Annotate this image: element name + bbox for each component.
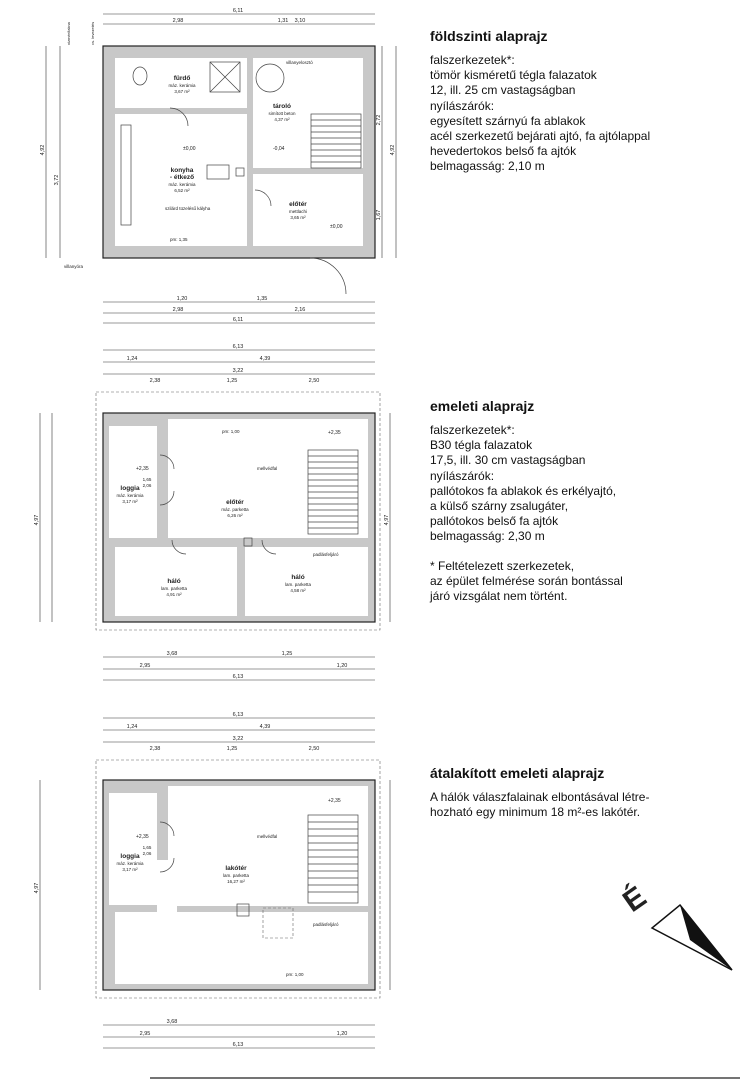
upper-dim-left: 4,97 [34, 514, 40, 526]
upper-dim-total-top: 6,13 [232, 344, 244, 350]
upper-dim-a: 1,24 [126, 356, 138, 362]
upper-dim-e: 2,38 [149, 378, 161, 384]
conv-dim-total-bottom: 6,13 [232, 1042, 244, 1048]
conv-loggia-material: máz. kerámia [116, 861, 144, 866]
ground-dim-right-total: 4,92 [390, 144, 396, 156]
upper-dim-d-bottom: 1,25 [281, 651, 293, 657]
north-letter: É [617, 880, 653, 919]
ground-dim-total-top: 6,11 [232, 8, 244, 14]
upper-bed2-material: lam. parketta [284, 582, 312, 587]
conv-dim-g: 3,68 [166, 1019, 178, 1025]
ground-stove-label: szilárd tüzelésű kályha [165, 206, 211, 211]
upper-bed2-area-text: 4,58 m² [290, 588, 306, 593]
ground-dim-c: 1,31 [277, 18, 289, 24]
ground-dim-b: 3,10 [294, 18, 306, 24]
upper-level-loggia: +2,35 [136, 466, 149, 472]
ground-hall-material: mettlachi [288, 209, 308, 214]
ground-level-kitchen: ±0,00 [183, 146, 196, 152]
ground-level-hall: ±0,00 [330, 224, 343, 230]
conv-level-hall: +2,35 [328, 798, 341, 804]
conv-dim-h: 2,95 [139, 1031, 151, 1037]
ground-bath-name: fürdő [173, 75, 191, 82]
upper-loggia-area-text: 3,17 m² [122, 499, 138, 504]
conv-door-w: 2,06 [142, 851, 152, 856]
ground-fusebox-label: villanyelosztó [286, 60, 313, 65]
ground-dim-left-total: 4,92 [40, 144, 46, 156]
upper-hall-name: előtér [226, 499, 244, 506]
conv-dim-c: 3,22 [232, 736, 244, 742]
upper-description: falszerkezetek*: B30 tégla falazatok 17,5, ill. 30 cm vastagságban nyílászárók: pallótokos fa ablakok és erkélyajtó, a külső szárny zsalugáter, pallótokos belső fa ajtók belmagasság: 2,30 m [430, 423, 617, 544]
upper-sill-top: pm: 1,00 [222, 429, 240, 434]
ground-storage-name: tároló [272, 103, 292, 110]
ground-dim-f: 2,16 [294, 307, 306, 313]
upper-dim-total-bottom: 6,13 [232, 674, 244, 680]
ground-dim-left-a: 3,72 [54, 174, 60, 186]
conv-sill-bottom: pm: 1,00 [286, 972, 304, 977]
upper-dim-g: 3,68 [166, 651, 178, 657]
upper-door-w: 2,06 [142, 483, 152, 488]
upper-bed2-name: háló [291, 574, 305, 581]
conv-dim-e: 2,38 [149, 746, 161, 752]
ground-hall-name: előtér [289, 201, 307, 208]
upper-bed1-area-text: 4,91 m² [166, 592, 182, 597]
upper-dim-right: 4,97 [384, 514, 390, 526]
converted-description: A hálók válaszfalainak elbontásával létre- hozható egy minimum 18 m²-es lakótér. [430, 790, 650, 820]
ground-kitchen-name2: - étkező [169, 174, 195, 181]
ground-kitchen-material: máz. kerámia [168, 182, 196, 187]
ground-title: földszinti alaprajz [430, 28, 548, 44]
upper-loggia-area [109, 426, 157, 538]
upper-bed1-name: háló [167, 578, 181, 585]
conv-level-loggia: +2,35 [136, 834, 149, 840]
ground-storage-area-text: 4,37 m² [274, 117, 290, 122]
north-arrow-icon [617, 879, 732, 970]
upper-railing-label: mellvédfal [257, 466, 278, 471]
upper-door-h: 1,65 [142, 477, 152, 482]
upper-notes [430, 398, 730, 604]
upper-floor-plan [34, 344, 390, 680]
converted-title: átalakított emeleti alaprajz [430, 765, 605, 781]
upper-dim-d: 1,25 [226, 378, 238, 384]
conv-dim-a: 1,24 [126, 724, 138, 730]
ground-water-label: vízmérőakna [66, 22, 71, 45]
upper-hatch-label: padlásfeljáró [313, 552, 339, 557]
ground-dim-a: 2,98 [172, 18, 184, 24]
ground-kitchen-name: konyha [170, 167, 194, 174]
conv-loggia-area-text: 3,17 m² [122, 867, 138, 872]
entrance-door-swing [310, 258, 346, 294]
conv-living-upper [168, 786, 368, 906]
conv-living-name: lakótér [225, 865, 247, 872]
converted-floor-plan [34, 712, 390, 1048]
upper-dim-f: 2,50 [308, 378, 320, 384]
ground-dim-d: 1,20 [176, 296, 188, 302]
conv-dim-f: 2,50 [308, 746, 320, 752]
upper-dim-i: 1,20 [336, 663, 348, 669]
upper-footnote: * Feltételezett szerkezetek, az épület felmérése során bontással járó vizsgálat nem történt. [430, 558, 623, 604]
upper-dim-b: 4,39 [259, 356, 271, 362]
upper-hall-area [168, 419, 368, 538]
ground-sill-label: pm: 1,35 [170, 237, 188, 242]
ground-kitchen-area-text: 6,52 m² [174, 188, 190, 193]
ground-notes [430, 28, 730, 175]
conv-dim-left: 4,97 [34, 882, 40, 894]
upper-dim-c: 3,22 [232, 368, 244, 374]
upper-hall-material: máz. parketta [221, 507, 249, 512]
conv-dim-d: 1,25 [226, 746, 238, 752]
upper-bed1-material: lam. parketta [160, 586, 188, 591]
ground-dim-right-c: 1,67 [376, 209, 382, 221]
conv-dim-b: 4,39 [259, 724, 271, 730]
upper-title: emeleti alaprajz [430, 398, 535, 414]
conv-living-area-text: 16,27 m² [227, 879, 245, 884]
conv-door-h: 1,65 [142, 845, 152, 850]
conv-living-material: lam. parketta [222, 873, 250, 878]
conv-loggia-name: loggia [120, 853, 140, 860]
ground-meter-label: villanyóra [64, 264, 84, 269]
upper-dim-h: 2,95 [139, 663, 151, 669]
ground-bath-material: máz. kerámia [168, 83, 196, 88]
converted-notes [430, 765, 730, 820]
conv-hatch-label: padlásfeljáró [313, 922, 339, 927]
upper-level-hall: +2,35 [328, 430, 341, 436]
ground-dim-right-b: 2,72 [376, 114, 382, 126]
ground-level-storage: -0,04 [273, 146, 285, 152]
ground-sewer-label: cs. levezetés [90, 21, 95, 45]
conv-living-link [157, 860, 177, 912]
ground-floor-plan [40, 8, 396, 323]
ground-dim-a-bottom: 2,98 [172, 307, 184, 313]
conv-dim-i: 1,20 [336, 1031, 348, 1037]
ground-storage-material: simított beton [268, 111, 296, 116]
ground-dim-total-bottom: 6,11 [232, 317, 244, 323]
conv-railing-label: mellvédfal [257, 834, 278, 839]
upper-loggia-material: máz. kerámia [116, 493, 144, 498]
conv-dim-total-top: 6,13 [232, 712, 244, 718]
upper-hall-area-text: 6,26 m² [227, 513, 243, 518]
ground-description: falszerkezetek*: tömör kisméretű tégla falazatok 12, ill. 25 cm vastagságban nyílászárók: egyesített szárnyú fa ablakok acél szerkezetű bejárati ajtó, fa ajtólappal hevedertokos belső fa ajtók belmagasság: 2,10 m [430, 53, 651, 174]
ground-hall-area-text: 3,65 m² [290, 215, 306, 220]
ground-bath-area-text: 3,67 m² [174, 89, 190, 94]
upper-loggia-name: loggia [120, 485, 140, 492]
ground-dim-e: 1,35 [256, 296, 268, 302]
ground-hall-area [253, 174, 363, 246]
